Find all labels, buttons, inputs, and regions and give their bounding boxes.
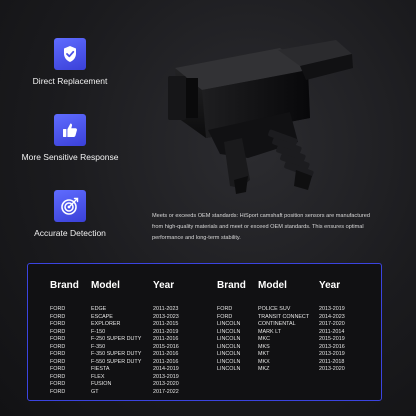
table-cell: GT (91, 388, 99, 395)
table-cell: FORD (50, 358, 66, 365)
table-cell: 2011-2018 (319, 358, 345, 365)
table-cell: FORD (50, 306, 66, 312)
table-cell: 2013-2019 (319, 351, 345, 357)
table-cell: 2011-2016 (153, 358, 179, 365)
table-cell: MKX (258, 358, 270, 365)
table-cell: FORD (50, 373, 66, 380)
table-cell: MKC (258, 336, 270, 342)
table-cell: LINCOLN (217, 336, 241, 342)
feature-label: Direct Replacement (32, 76, 108, 86)
table-cell: 2014-2023 (319, 313, 345, 320)
feature-label: Accurate Detection (34, 228, 106, 238)
table-cell: MKT (258, 351, 270, 357)
table-cell: 2017-2020 (319, 321, 345, 327)
table-cell: F-150 (91, 328, 106, 335)
table-cell: FLEX (91, 373, 105, 380)
table-cell: 2013-2019 (319, 306, 345, 312)
table-cell: FORD (50, 321, 66, 327)
table-cell: 2017-2022 (153, 388, 179, 395)
table-cell: 2015-2016 (153, 343, 179, 350)
table-cell: FORD (217, 313, 233, 320)
shield-check-icon (54, 38, 86, 70)
feature-label: More Sensitive Response (21, 152, 119, 162)
table-cell: 2015-2019 (319, 336, 345, 342)
table-cell: LINCOLN (217, 343, 241, 350)
table-cell: 2011-2023 (153, 306, 179, 312)
table-cell: LINCOLN (217, 366, 241, 372)
table-cell: 2013-2020 (153, 381, 179, 387)
table-cell: ESCAPE (91, 313, 113, 320)
column-header-model: Model (258, 280, 287, 291)
table-cell: 2013-2016 (319, 343, 345, 350)
table-cell: MKS (258, 343, 270, 350)
table-cell: FORD (50, 343, 66, 350)
table-cell: LINCOLN (217, 358, 241, 365)
table-cell: FORD (50, 313, 66, 320)
table-cell: F-350 SUPER DUTY (91, 351, 142, 357)
table-cell: FORD (50, 336, 66, 342)
table-cell: FORD (50, 351, 66, 357)
table-cell: LINCOLN (217, 321, 241, 327)
target-icon (54, 190, 86, 222)
table-cell: 2013-2019 (153, 373, 179, 380)
table-cell: 2013-2023 (153, 313, 179, 320)
table-cell: 2013-2020 (319, 366, 345, 372)
compatibility-table (27, 263, 382, 401)
feature-direct-replacement (0, 38, 140, 86)
table-cell: LINCOLN (217, 351, 241, 357)
column-header-model: Model (91, 280, 120, 291)
thumbs-up-icon (54, 114, 86, 146)
table-cell: 2011-2016 (153, 351, 179, 357)
table-cell: FORD (50, 328, 66, 335)
table-cell: FORD (50, 381, 66, 387)
feature-accurate-detection (0, 190, 140, 238)
table-cell: 2011-2019 (153, 328, 179, 335)
table-cell: FORD (50, 388, 66, 395)
column-header-brand: Brand (217, 280, 246, 291)
table-cell: F-250 SUPER DUTY (91, 336, 142, 342)
table-cell: FORD (217, 306, 233, 312)
table-cell: LINCOLN (217, 328, 241, 335)
product-description: Meets or exceeds OEM standards: HiSport camshaft position sensors are manufactured from high-quality materials and meet or exceed OEM standards. This ensures optimal performance and long-term stability. (152, 213, 370, 242)
table-cell: MARK LT (258, 328, 281, 335)
table-cell: TRANSIT CONNECT (258, 313, 310, 320)
column-header-brand: Brand (50, 280, 79, 291)
table-cell: F-350 (91, 343, 106, 350)
table-cell: FORD (50, 366, 66, 372)
feature-sensitive-response (0, 114, 140, 162)
table-cell: 2011-2014 (319, 328, 345, 335)
table-cell: EXPLORER (91, 321, 121, 327)
table-cell: FUSION (91, 381, 112, 387)
table-cell: F-550 SUPER DUTY (91, 358, 142, 365)
table-cell: 2011-2016 (153, 336, 179, 342)
table-cell: 2011-2015 (153, 321, 179, 327)
table-cell: POLICE SUV (258, 306, 291, 312)
table-cell: 2014-2019 (153, 366, 179, 372)
sensor-product-image (160, 30, 390, 200)
table-cell: EDGE (91, 306, 107, 312)
table-cell: MKZ (258, 366, 270, 372)
column-header-year: Year (153, 280, 175, 291)
table-cell: CONTINENTAL (258, 321, 296, 327)
column-header-year: Year (319, 280, 341, 291)
table-cell: FIESTA (91, 366, 110, 372)
